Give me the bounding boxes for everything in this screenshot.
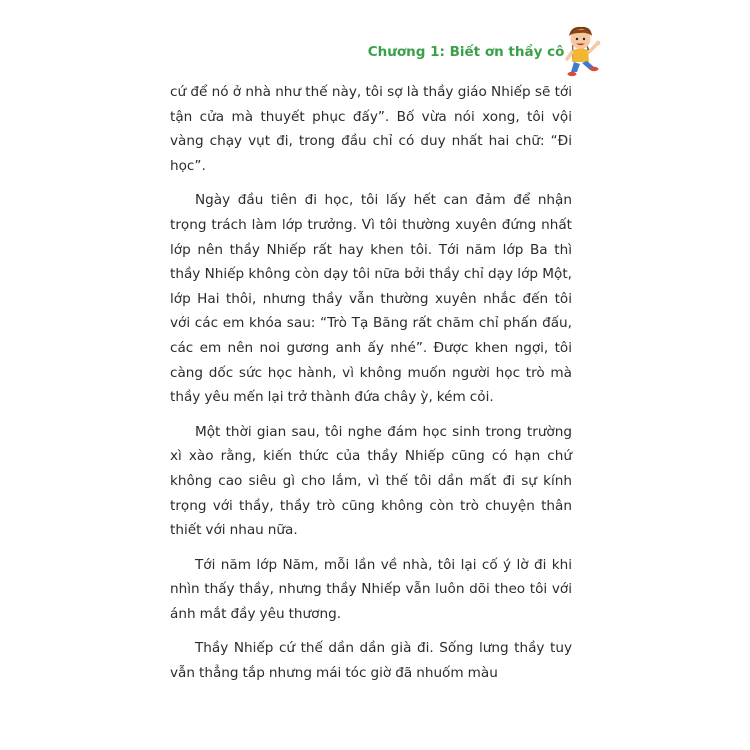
paragraph-4: Tới năm lớp Năm, mỗi lần về nhà, tôi lại cố ý lờ đi khi nhìn thấy thầy, nhưng thầy Nhiếp vẫn luôn dõi theo tôi với ánh mắt đầy yêu thương.	[170, 556, 572, 622]
paragraph-3: Một thời gian sau, tôi nghe đám học sinh trong trường xì xào rằng, kiến thức của thầy Nhiếp cũng có hạn chứ không cao siêu gì cho lắm, vì thế tôi dần mất đi sự kính trọng với thầy, thầy trò cũng không còn trò chuyện thân thiết với nhau nữa.	[170, 423, 572, 539]
paragraph-5: Thầy Nhiếp cứ thế dần dần già đi. Sống lưng thầy tuy vẫn thẳng tắp nhưng mái tóc giờ đã nhuốm màu	[170, 640, 572, 682]
paragraph-1: cứ để nó ở nhà như thế này, tôi sợ là thầy giáo Nhiếp sẽ tới tận cửa mà thuyết phục đấy”. Bố vừa nói xong, tôi vội vàng chạy vụt đi, trong đầu chỉ có duy nhất hai chữ: “Đi học”.	[170, 84, 572, 174]
body-text	[170, 80, 572, 696]
boy-waving-icon	[555, 22, 605, 82]
chapter-title: Chương 1: Biết ơn thầy cô	[367, 44, 565, 60]
paragraph-2: Ngày đầu tiên đi học, tôi lấy hết can đảm để nhận trọng trách làm lớp trưởng. Vì tôi thường xuyên đứng nhất lớp nên thầy Nhiếp rất hay khen tôi. Tới năm lớp Ba thì thầy Nhiếp không còn dạy tôi nữa bởi thầy chỉ dạy lớp Một, lớp Hai thôi, nhưng thầy vẫn thường xuyên nhắc đến tôi với các em khóa sau: “Trò Tạ Băng rất chăm chỉ phấn đấu, các em nên noi gương anh ấy nhé”. Được khen ngợi, tôi càng dốc sức học hành, vì không muốn người học trò mà thầy yêu mến lại trở thành đứa chây ỳ, kém cỏi.	[170, 192, 572, 406]
